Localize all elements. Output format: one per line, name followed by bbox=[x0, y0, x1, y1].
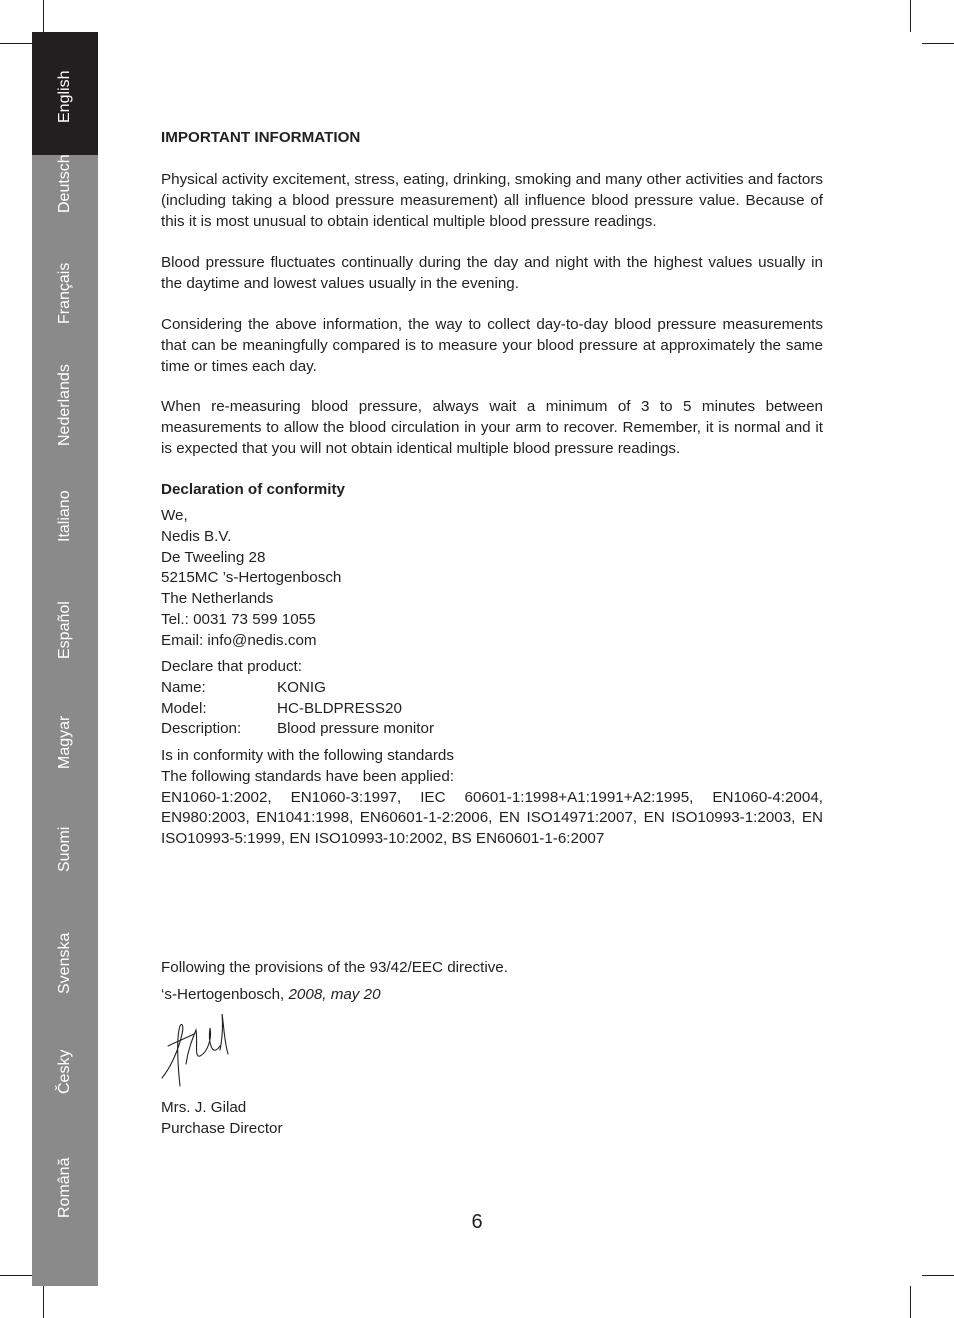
product-block bbox=[161, 657, 823, 740]
language-label: Suomi bbox=[56, 826, 73, 872]
paragraph: Physical activity excitement, stress, eating, drinking, smoking and many other activities and factors (including taking a blood pressure measurement) all influence blood pressure value. Because of this it is most unusual to obtain identical multiple blood pressure readings. bbox=[161, 171, 823, 230]
language-tab-deutsch[interactable] bbox=[32, 155, 98, 245]
description-label: Description: bbox=[161, 720, 242, 738]
place: ‘s-Hertogenbosch, bbox=[161, 986, 289, 1003]
crop-mark bbox=[0, 43, 32, 44]
model-value: HC-BLDPRESS20 bbox=[277, 699, 402, 717]
language-tab-english[interactable] bbox=[32, 32, 98, 155]
standards-block bbox=[161, 746, 823, 850]
product-model-row bbox=[161, 699, 823, 720]
declare-intro: Declare that product: bbox=[161, 658, 302, 675]
important-info-title: IMPORTANT INFORMATION bbox=[161, 129, 361, 146]
language-label: Magyar bbox=[56, 715, 73, 769]
name-value: KONIG bbox=[277, 678, 326, 696]
language-label: Svenska bbox=[56, 932, 73, 994]
place-date bbox=[161, 985, 823, 1006]
directive-text: Following the provisions of the 93/42/EEC directive. bbox=[161, 959, 508, 976]
language-label: Italiano bbox=[56, 490, 73, 542]
standards-list: EN1060-1:2002, EN1060-3:1997, IEC 60601-1:1998+A1:1991+A2:1995, EN1060-4:2004, EN980:2003, EN1041:1998, EN60601-1-2:2006, EN ISO14971:2007, EN ISO10993-1:2003, EN ISO10993-5:1999, EN ISO10993-10:2002, BS EN60601-1-6:2007 bbox=[161, 788, 823, 848]
language-tab-suomi[interactable] bbox=[32, 801, 98, 904]
paragraph: When re-measuring blood pressure, always wait a minimum of 3 to 5 minutes between measurements to allow the blood circulation in your arm to recover. Remember, it is normal and it is expected that you will not obtain identical multiple blood pressure readings. bbox=[161, 398, 823, 457]
language-label: Română bbox=[56, 1157, 73, 1218]
language-tab-romana[interactable] bbox=[32, 1126, 98, 1250]
language-tab-magyar[interactable] bbox=[32, 691, 98, 801]
signature-image bbox=[158, 1012, 238, 1088]
crop-mark bbox=[43, 0, 44, 32]
signatory-title: Purchase Director bbox=[161, 1119, 283, 1137]
address-line: The Netherlands bbox=[161, 590, 274, 608]
address-line: Tel.: 0031 73 599 1055 bbox=[161, 610, 316, 628]
language-tab-svenska[interactable] bbox=[32, 904, 98, 1026]
paragraph: Blood pressure fluctuates continually during the day and night with the highest values usually in the daytime and lowest values usually in the evening. bbox=[161, 254, 823, 292]
address-line: We, bbox=[161, 507, 188, 524]
language-label: Français bbox=[56, 262, 73, 324]
language-tab-nederlands[interactable] bbox=[32, 356, 98, 478]
language-label: Česky bbox=[56, 1049, 73, 1094]
crop-mark bbox=[43, 1286, 44, 1318]
address-line: 5215MC ’s-Hertogenbosch bbox=[161, 569, 342, 587]
crop-mark bbox=[910, 0, 911, 32]
description-value: Blood pressure monitor bbox=[277, 720, 435, 738]
name-label: Name: bbox=[161, 678, 206, 696]
language-tab-italiano[interactable] bbox=[32, 478, 98, 574]
declaration-title: Declaration of conformity bbox=[161, 481, 345, 498]
language-sidebar bbox=[32, 32, 98, 1286]
model-label: Model: bbox=[161, 699, 207, 717]
product-description-row bbox=[161, 719, 823, 740]
address-line: De Tweeling 28 bbox=[161, 548, 266, 566]
address-block bbox=[161, 506, 823, 652]
paragraph: Considering the above information, the way to collect day-to-day blood pressure measurements that can be meaningfully compared is to measure your blood pressure at approximately the same time or times each day. bbox=[161, 316, 823, 375]
product-name-row bbox=[161, 678, 823, 699]
language-label: Español bbox=[56, 601, 73, 659]
language-label: English bbox=[56, 70, 73, 123]
language-tab-cesky[interactable] bbox=[32, 1026, 98, 1126]
address-line: Email: info@nedis.com bbox=[161, 631, 317, 649]
date: 2008, may 20 bbox=[288, 986, 381, 1003]
address-line: Nedis B.V. bbox=[161, 527, 232, 545]
language-label: Deutsch bbox=[56, 154, 73, 213]
language-tab-francais[interactable] bbox=[32, 245, 98, 356]
language-label: Nederlands bbox=[56, 364, 73, 446]
standards-intro: The following standards have been applied: bbox=[161, 767, 454, 785]
language-tab-espanol[interactable] bbox=[32, 574, 98, 691]
signatory-name: Mrs. J. Gilad bbox=[161, 1099, 247, 1116]
crop-mark bbox=[922, 1275, 954, 1276]
page-number: 6 bbox=[471, 1211, 483, 1233]
crop-mark bbox=[910, 1286, 911, 1318]
crop-mark bbox=[0, 1275, 32, 1276]
signatory-block bbox=[161, 1098, 823, 1140]
standards-intro: Is in conformity with the following standards bbox=[161, 747, 454, 764]
crop-mark bbox=[922, 43, 954, 44]
